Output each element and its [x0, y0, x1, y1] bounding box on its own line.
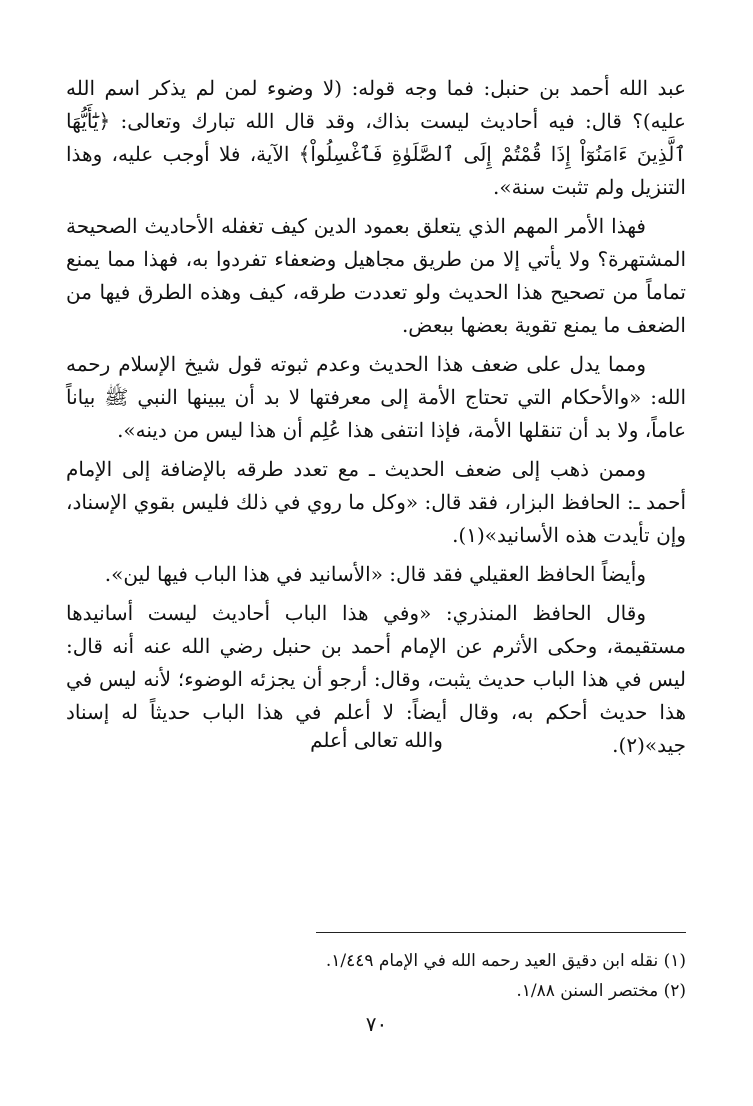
page-number: ٧٠ — [365, 1012, 388, 1036]
footnote-divider — [316, 932, 686, 933]
footnote-2: (٢) مختصر السنن ١/٨٨. — [516, 981, 686, 1001]
paragraph-3: ومما يدل على ضعف هذا الحديث وعدم ثبوته قول شيخ الإسلام رحمه الله: «والأحكام التي تحتاج الأمة إلى معرفتها لا بد أن يبينها النبي ﷺ بياناً عاماً، ولا بد أن تنقلها الأمة، فإذا انتفى هذا عُلِم أن هذا ليس من دينه». — [66, 352, 686, 442]
footnote-list — [66, 932, 686, 1006]
paragraph-6: وقال الحافظ المنذري: «وفي هذا الباب أحاديث ليست أسانيدها مستقيمة، وحكى الأثرم عن الإمام أحمد بن حنبل رضي الله عنه أنه قال: ليس في هذا الباب حديث يثبت، وقال: أرجو أن يجزئه الوضوء؛ لأنه ليس في هذا حديث أحكم به، وقال أيضاً: لا أعلم في هذا الباب حديثاً له إسناد جيد»(٢). — [66, 601, 686, 757]
footnotes — [66, 932, 686, 1006]
paragraph-5: وأيضاً الحافظ العقيلي فقد قال: «الأسانيد في هذا الباب فيها لين». — [104, 562, 646, 586]
paragraph-1: عبد الله أحمد بن حنبل: فما وجه قوله: (لا وضوء لمن لم يذكر اسم الله عليه)؟ قال: فيه أحاديث ليست بذاك، وقد قال الله تبارك وتعالى: ﴿يَٰٓأَيُّهَا ٱلَّذِينَ ءَامَنُوٓاْ إِذَا قُمْتُمْ إِلَى ٱلصَّلَوٰةِ فَٱغْسِلُواْ﴾ الآية، فلا أوجب عليه، وهذا التنزيل ولم تثبت سنة». — [66, 76, 686, 199]
paragraph-2: فهذا الأمر المهم الذي يتعلق بعمود الدين كيف تغفله الأحاديث الصحيحة المشتهرة؟ ولا يأتي إلا من طريق مجاهيل وضعفاء تفردوا به، فهذا مما يمنع تماماً من تصحيح هذا الحديث ولو تعددت طرقه، كيف وهذه الطرق فيها من الضعف ما يمنع تقوية بعضها ببعض. — [66, 214, 686, 337]
page-body — [66, 72, 686, 768]
footnote-1: (١) نقله ابن دقيق العيد رحمه الله في الإمام ١/٤٤٩. — [325, 951, 686, 971]
paragraph-4: وممن ذهب إلى ضعف الحديث ـ مع تعدد طرقه بالإضافة إلى الإمام أحمد ـ: الحافظ البزار، فقد قال: «وكل ما روي في ذلك فليس بقوي الإسناد، وإن تأيدت هذه الأسانيد»(١). — [66, 457, 686, 547]
closing-phrase: والله تعالى أعلم — [310, 728, 443, 752]
